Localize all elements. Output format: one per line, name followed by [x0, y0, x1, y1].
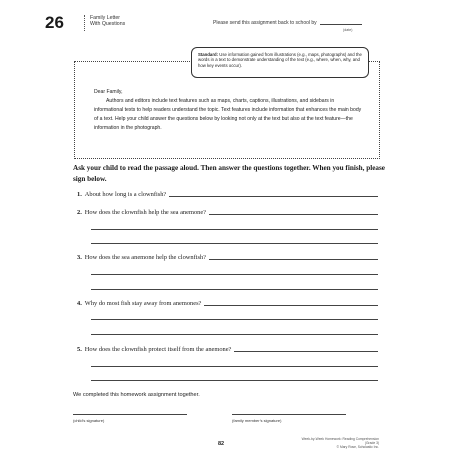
question-text: How does the clownfish protect itself from the anemone? — [84, 346, 232, 353]
completion-statement: We completed this homework assignment together. — [73, 392, 200, 398]
answer-field[interactable] — [209, 214, 378, 215]
header-divider — [84, 15, 85, 31]
credit-line-2: © Mary Rose, Scholastic Inc. — [336, 445, 379, 450]
answer-line[interactable] — [91, 243, 378, 244]
child-signature-field[interactable] — [73, 414, 187, 415]
copyright-credit — [301, 437, 379, 450]
answer-line[interactable] — [91, 319, 378, 320]
due-date-field[interactable] — [320, 24, 362, 25]
child-signature-label: (child’s signature) — [73, 418, 105, 423]
answer-line[interactable] — [91, 366, 378, 367]
lesson-number: 26 — [45, 13, 64, 32]
answer-field[interactable] — [209, 259, 378, 260]
question-text: Why do most fish stay away from anemones? — [84, 300, 202, 307]
family-signature-field[interactable] — [232, 414, 346, 415]
question-4 — [77, 300, 378, 307]
question-text: About how long is a clownfish? — [84, 191, 167, 198]
question-1 — [77, 191, 378, 198]
family-letter — [94, 88, 362, 133]
question-number: 3. — [77, 254, 82, 261]
letter-salutation: Dear Family, — [94, 89, 123, 95]
answer-line[interactable] — [91, 334, 378, 335]
question-number: 1. — [77, 191, 82, 198]
lesson-title-line-1: Family Letter — [90, 15, 120, 21]
standard-text: Use information gained from illustrations (e.g., maps, photographs) and the words in a text to demonstrate understanding of the text (e.g., where, when, why, and how key events occur). — [198, 52, 362, 68]
instructions: Ask your child to read the passage aloud. Then answer the questions together. When you finish, please sign below. — [73, 164, 385, 183]
credit-line-1: Week-by-Week Homework: Reading Comprehension (Grade 3) — [301, 437, 379, 446]
page-number: 82 — [218, 441, 225, 447]
answer-line[interactable] — [91, 380, 378, 381]
lesson-title — [90, 15, 125, 28]
answer-line[interactable] — [91, 229, 378, 230]
send-back-instruction — [213, 20, 362, 26]
question-number: 5. — [77, 346, 82, 353]
question-2 — [77, 209, 378, 216]
lesson-title-line-2: With Questions — [90, 21, 126, 28]
answer-field[interactable] — [169, 196, 378, 197]
send-back-text: Please send this assignment back to school by — [213, 20, 317, 26]
answer-line[interactable] — [91, 289, 378, 290]
question-text: How does the clownfish help the sea anemone? — [84, 209, 207, 216]
answer-line[interactable] — [91, 274, 378, 275]
question-number: 4. — [77, 300, 82, 307]
date-label: (date) — [343, 28, 353, 32]
question-5 — [77, 346, 378, 353]
standard-label: Standard: — [198, 52, 219, 57]
question-number: 2. — [77, 209, 82, 216]
question-3 — [77, 254, 378, 261]
answer-field[interactable] — [204, 305, 378, 306]
standard-callout — [191, 47, 369, 78]
question-text: How does the sea anemone help the clownfish? — [84, 254, 207, 261]
family-signature-label: (family member’s signature) — [232, 418, 282, 423]
letter-body: Authors and editors include text features such as maps, charts, captions, illustrations, and sidebars in informational texts to help readers understand the topic. Text features include information that enhances the main body of a text. Help your child answer the questions below by looking not only at the text but also at the text feature—the information in the photograph. — [94, 98, 362, 131]
answer-field[interactable] — [234, 351, 378, 352]
